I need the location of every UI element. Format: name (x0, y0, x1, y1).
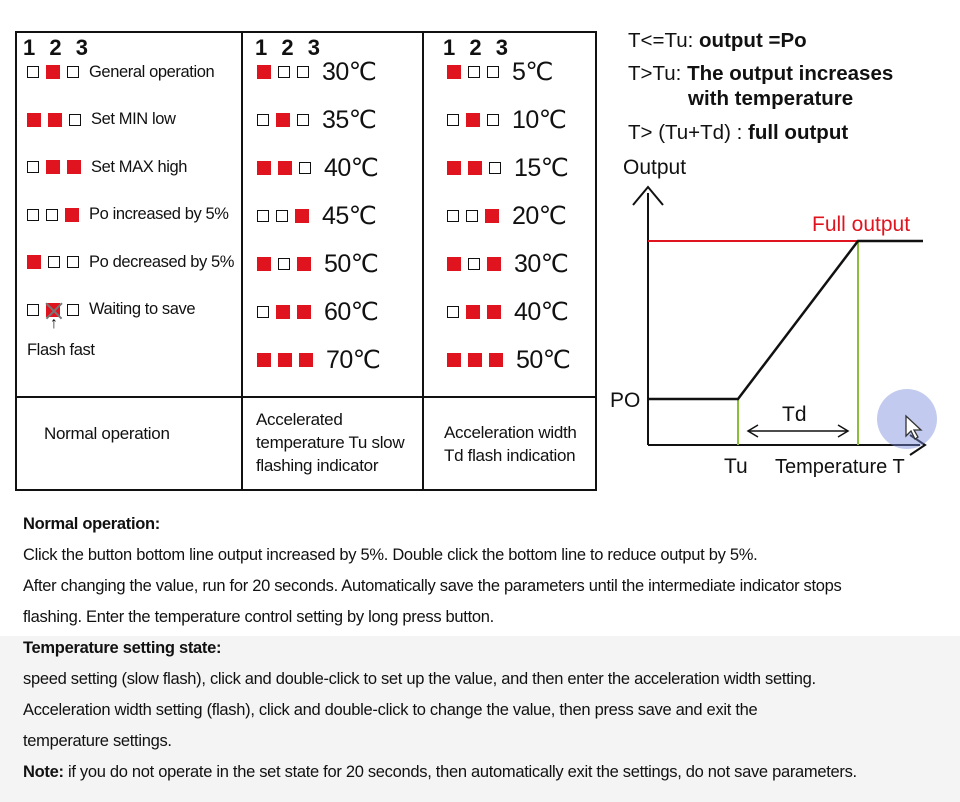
led-off-icon (257, 114, 269, 126)
led-on-icon (447, 65, 461, 79)
col2-header: 1 2 3 (255, 35, 324, 60)
led-on-icon (466, 113, 480, 127)
td-label: Td (782, 403, 807, 426)
led-off-icon (489, 162, 501, 174)
indicator-row (447, 154, 568, 182)
indicator-row (257, 250, 378, 278)
led-on-icon (447, 161, 461, 175)
formula-1: T<=Tu: output =Po (628, 29, 807, 52)
indicator-table (15, 31, 597, 491)
tu-label: Tu (724, 455, 748, 478)
led-on-icon (276, 113, 290, 127)
mode-label: Po increased by 5% (89, 205, 229, 223)
mode-label: Set MAX high (91, 157, 188, 176)
col2-footer: Accelerated temperature Tu slow flashing indicator (256, 410, 405, 475)
led-off-icon (468, 66, 480, 78)
notes-heading-temp: Temperature setting state: (23, 639, 222, 657)
indicator-row (27, 153, 187, 181)
led-on-icon (67, 160, 81, 174)
indicator-row (257, 58, 376, 86)
led-off-icon (297, 114, 309, 126)
led-off-icon (67, 304, 79, 316)
led-off-icon (69, 114, 81, 126)
led-on-icon (468, 161, 482, 175)
col1-footer: Normal operation (44, 424, 170, 443)
led-off-icon (468, 258, 480, 270)
arrow-up-icon: ↑ (50, 315, 58, 332)
led-off-icon (278, 66, 290, 78)
indicator-row (447, 202, 566, 230)
cursor-highlight (877, 389, 937, 449)
indicator-row (447, 346, 570, 374)
led-off-icon (257, 306, 269, 318)
indicator-row (257, 154, 378, 182)
led-off-icon (299, 162, 311, 174)
temperature-value: 30℃ (322, 58, 377, 86)
notes-line: Acceleration width setting (flash), click and double-click to change the value, then press save and exit the (23, 701, 758, 719)
temperature-value: 5℃ (512, 58, 553, 86)
led-on-icon (297, 257, 311, 271)
led-on-icon (46, 160, 60, 174)
led-on-icon (276, 305, 290, 319)
led-off-icon (447, 210, 459, 222)
led-off-icon (67, 66, 79, 78)
flash-fast-note: Flash fast (27, 341, 95, 359)
led-off-icon (487, 114, 499, 126)
led-off-icon (67, 256, 79, 268)
temperature-value: 45℃ (322, 202, 377, 230)
led-on-icon (257, 65, 271, 79)
indicator-row (447, 106, 566, 134)
led-off-icon (447, 114, 459, 126)
notes-note: Note: if you do not operate in the set state for 20 seconds, then automatically exit the settings, do not save parameters. (23, 763, 857, 781)
temperature-value: 70℃ (326, 346, 381, 374)
led-on-icon (257, 161, 271, 175)
led-on-icon (295, 209, 309, 223)
col3-header: 1 2 3 (443, 35, 512, 60)
temperature-value: 10℃ (512, 106, 567, 134)
temperature-value: 50℃ (516, 346, 571, 374)
temperature-value: 50℃ (324, 250, 379, 278)
led-on-icon (278, 353, 292, 367)
led-on-icon (466, 305, 480, 319)
led-off-icon (447, 306, 459, 318)
temperature-value: 30℃ (514, 250, 569, 278)
led-off-icon (48, 256, 60, 268)
led-off-icon (276, 210, 288, 222)
indicator-row (27, 58, 214, 86)
notes-line: speed setting (slow flash), click and double-click to set up the value, and then enter the acceleration width setting. (23, 670, 816, 688)
notes-line: Click the button bottom line output increased by 5%. Double click the bottom line to reduce output by 5%. (23, 546, 758, 564)
temperature-value: 60℃ (324, 298, 379, 326)
notes-line: After changing the value, run for 20 seconds. Automatically save the parameters until the intermediate indicator stops (23, 577, 842, 595)
led-off-icon (27, 304, 39, 316)
indicator-row (27, 248, 234, 276)
led-on-icon (447, 257, 461, 271)
led-on-icon (27, 255, 41, 269)
led-on-icon (257, 257, 271, 271)
indicator-row (447, 58, 553, 86)
led-on-icon (65, 208, 79, 222)
notes-line: temperature settings. (23, 732, 172, 750)
mode-label: Po decreased by 5% (89, 252, 235, 271)
temperature-value: 40℃ (514, 298, 569, 326)
led-off-icon (257, 210, 269, 222)
indicator-row (447, 250, 568, 278)
led-on-icon (278, 161, 292, 175)
mode-label: Set MIN low (91, 110, 176, 128)
formula-2: T>Tu: The output increases (628, 62, 894, 85)
led-on-icon (487, 257, 501, 271)
formula-3: with temperature (688, 87, 854, 110)
indicator-row (27, 201, 229, 229)
led-off-icon (487, 66, 499, 78)
led-off-icon (466, 210, 478, 222)
led-on-icon (487, 305, 501, 319)
mode-label: General operation (89, 62, 215, 81)
led-on-icon (489, 353, 503, 367)
instructions (0, 498, 960, 802)
led-on-icon (485, 209, 499, 223)
temperature-value: 35℃ (322, 106, 377, 134)
full-output-label: Full output (812, 213, 911, 236)
notes-line: flashing. Enter the temperature control setting by long press button. (23, 608, 494, 626)
mouse-pointer-icon (877, 389, 937, 449)
indicator-row (257, 346, 380, 374)
y-axis-label: Output (623, 156, 687, 179)
led-on-icon (48, 113, 62, 127)
column-divider (422, 33, 424, 489)
formula-4: T> (Tu+Td) : full output (628, 121, 849, 144)
led-on-icon (46, 65, 60, 79)
led-on-icon (299, 353, 313, 367)
indicator-row (257, 298, 378, 326)
indicator-row (27, 106, 176, 134)
mode-label: Waiting to save (89, 300, 196, 318)
po-label: PO (610, 389, 641, 412)
led-off-icon (27, 66, 39, 78)
led-on-icon (27, 113, 41, 127)
led-off-icon (27, 209, 39, 221)
column-divider (241, 33, 243, 489)
led-on-icon (447, 353, 461, 367)
indicator-row (257, 106, 376, 134)
led-off-icon (27, 161, 39, 173)
indicator-row (257, 202, 376, 230)
x-axis-label: Temperature T (775, 456, 905, 478)
output-curve (648, 241, 923, 399)
temperature-value: 20℃ (512, 202, 567, 230)
led-on-icon (297, 305, 311, 319)
led-on-icon (468, 353, 482, 367)
led-off-icon (297, 66, 309, 78)
led-off-icon (278, 258, 290, 270)
led-off-icon (46, 209, 58, 221)
temperature-value: 40℃ (324, 154, 379, 182)
temperature-value: 15℃ (514, 154, 569, 182)
notes-heading-normal: Normal operation: (23, 515, 160, 533)
footer-divider (17, 396, 595, 398)
col1-header: 1 2 3 (23, 35, 92, 60)
led-on-icon (257, 353, 271, 367)
indicator-row (447, 298, 568, 326)
col3-footer: Acceleration width Td flash indication (444, 423, 577, 465)
